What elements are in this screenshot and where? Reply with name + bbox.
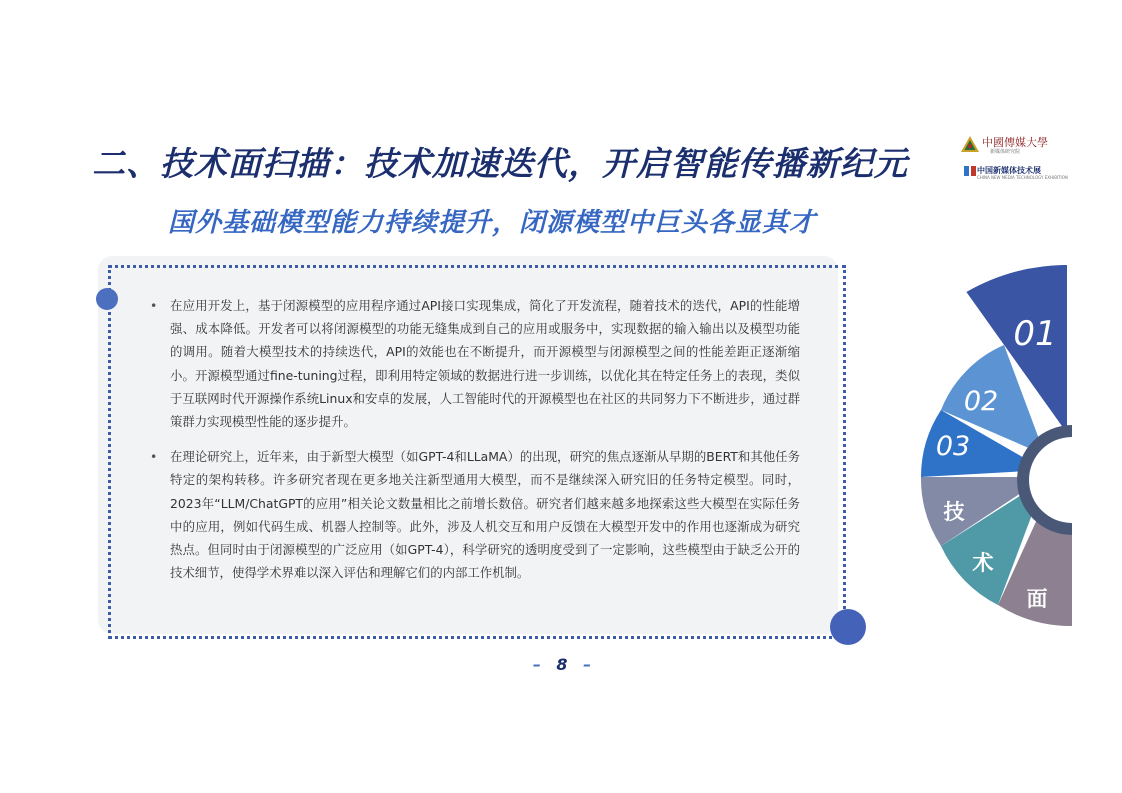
section-wheel-graphic [900, 240, 1122, 660]
wheel-label-tech: 技 [943, 500, 965, 524]
bullet-marker: • [150, 298, 158, 313]
page-number [532, 655, 592, 674]
logo-group [960, 134, 1068, 182]
wheel-label-01: 01 [1013, 314, 1057, 354]
university-logo [960, 134, 1046, 156]
expo-mark-icon [964, 166, 976, 176]
page-dash-right: – [583, 655, 592, 674]
university-emblem-icon [960, 134, 980, 154]
page-number-value: 8 [556, 655, 568, 674]
page-dash-left: – [532, 655, 541, 674]
wheel-label-03: 03 [935, 431, 971, 462]
decor-dot-bottom-right [830, 609, 866, 645]
university-name: 中國傳媒大學 [982, 136, 1048, 149]
expo-sub: CHINA NEW MEDIA TECHNOLOGY EXHIBITION [977, 175, 1068, 180]
wheel-label-shu: 术 [972, 551, 994, 575]
bullet-marker: • [150, 449, 158, 465]
decor-dot-top-left [96, 288, 118, 310]
page-title: 二、技术面扫描：技术加速迭代，开启智能传播新纪元 [92, 144, 908, 183]
wheel-label-02: 02 [963, 386, 999, 417]
bullet-text: 在应用开发上，基于闭源模型的应用程序通过API接口实现集成，简化了开发流程，随着技术的迭代，API的性能增强、成本降低。开发者可以将闭源模型的功能无缝集成到自己的应用或服务中，实现数据的输入输出以及模型功能的调用。随着大模型技术的持续迭代，API的效能也在不断提升，而开源模型与闭源模型之间的性能差距正逐渐缩小。开源模型通过fine-tuning过程，即利用特定领域的数据进行进一步训练，以优化其在特定任务上的表现，类似于互联网时代开源操作系统Linux和安卓的发展，人工智能时代的开源模型也在社区的共同努力下不断进步，通过群策群力实现模型性能的逐步提升。 [170, 298, 800, 430]
bullet-text: 在理论研究上，近年来，由于新型大模型（如GPT-4和LLaMA）的出现，研究的焦点逐渐从早期的BERT和其他任务特定的架构转移。许多研究者现在更多地关注新型通用大模型，而不是继续深入研究旧的任务特定模型。同时，2023年“LLM/ChatGPT的应用”相关论文数量相比之前增长数倍。研究者们越来越多地探索这些大模型在实际任务中的应用，例如代码生成、机器人控制等。此外，涉及人机交互和用户反馈在大模型开发中的作用也逐渐成为研究热点。但同时由于闭源模型的广泛应用（如GPT-4），科学研究的透明度受到了一定影响，这些模型由于缺乏公开的技术细节，使得学术界难以深入评估和理解它们的内部工作机制。 [170, 449, 800, 581]
section-wheel [900, 240, 1122, 660]
wheel-label-mian: 面 [1026, 587, 1048, 611]
university-sub: 新媒体研究院 [990, 149, 1021, 155]
bullet-item-research [150, 445, 800, 584]
expo-name: 中国新媒体技术展 [977, 166, 1041, 175]
expo-logo [964, 164, 1068, 180]
bullet-list [150, 294, 800, 596]
page-subtitle: 国外基础模型能力持续提升，闭源模型中巨头各显其才 [168, 208, 817, 238]
bullet-item-application [150, 294, 800, 433]
